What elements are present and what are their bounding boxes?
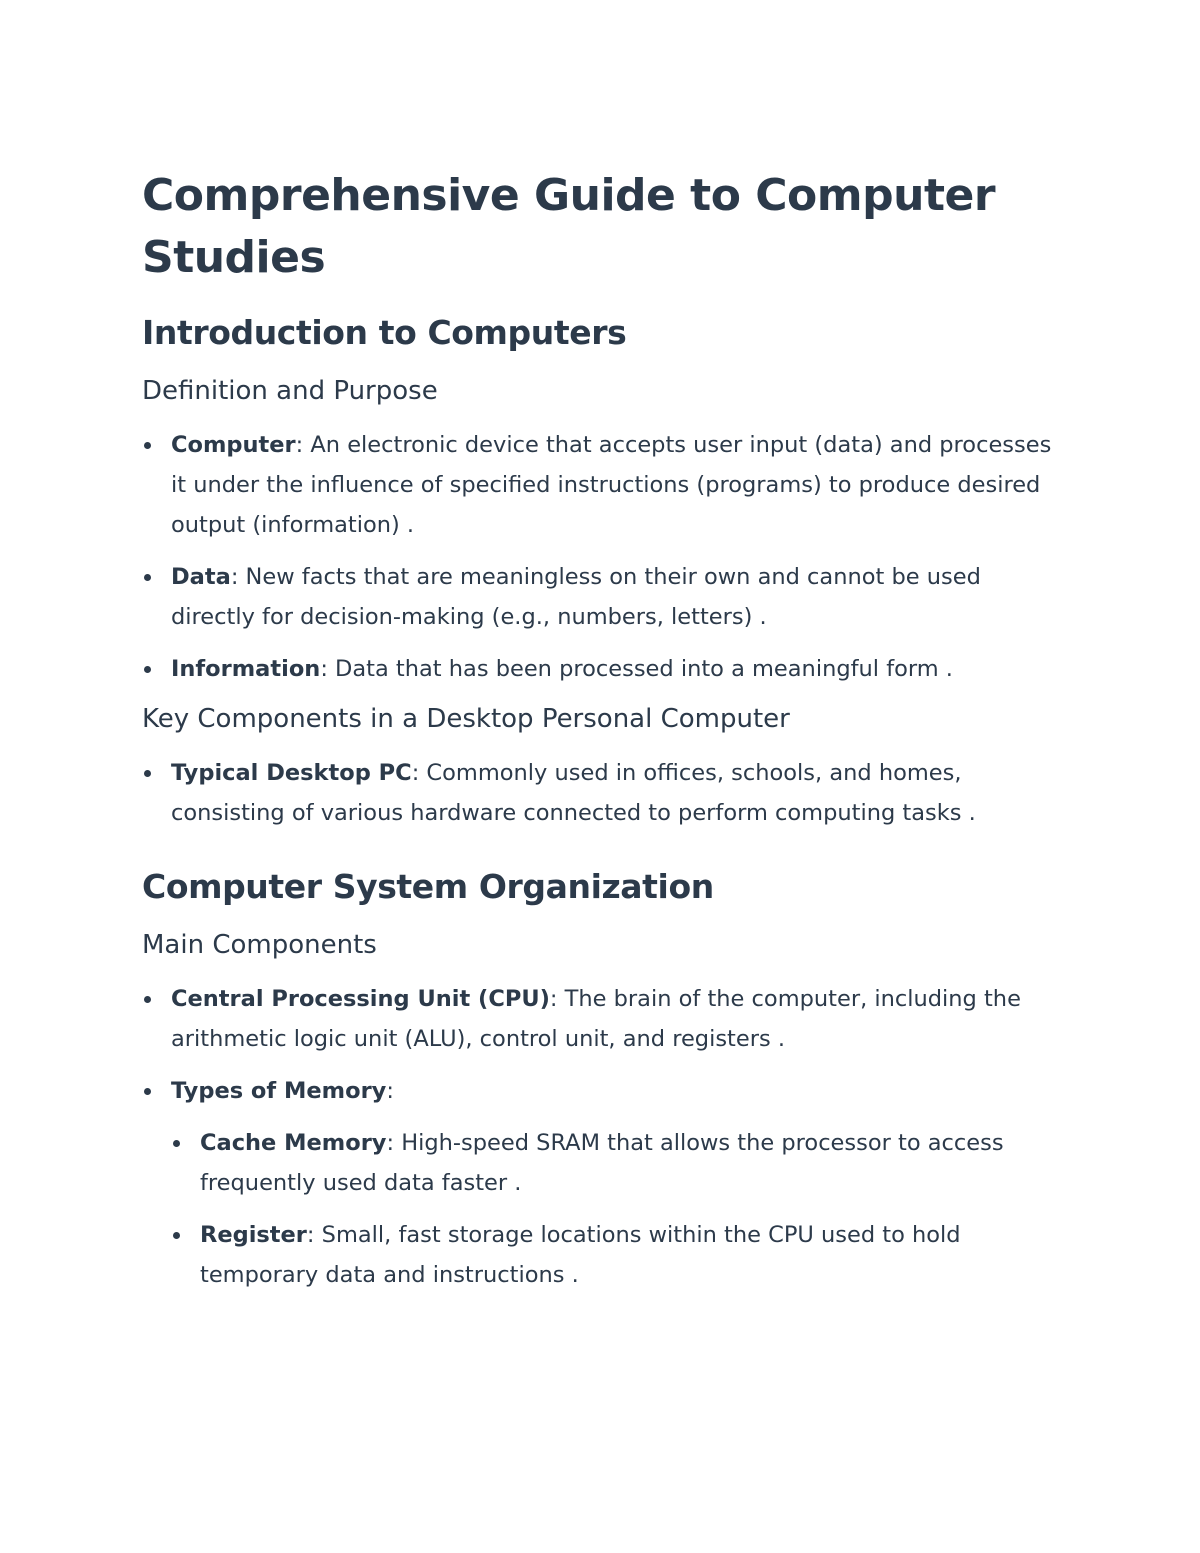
term-description: Commonly used in offices, schools, and homes, consisting of various hardware connected to perform computing tasks .: [171, 760, 976, 826]
document-page: [142, 165, 1062, 1307]
section-heading-introduction: Introduction to Computers: [142, 313, 627, 352]
term-separator: :: [295, 432, 304, 458]
list-item-typical-desktop-pc: [142, 753, 1062, 833]
term-description: Small, fast storage locations within the CPU used to hold temporary data and instructions .: [200, 1222, 961, 1288]
term-description: Data that has been processed into a meaningful form .: [327, 656, 953, 682]
term-separator: :: [549, 986, 558, 1012]
term-label: Data: [171, 564, 231, 590]
term-label: Central Processing Unit (CPU): [171, 986, 550, 1012]
term-separator: :: [411, 760, 420, 786]
memory-types-list: [171, 1123, 1062, 1295]
list-item-register: [171, 1215, 1062, 1295]
list-item-cpu: [142, 979, 1062, 1059]
term-label: Types of Memory: [171, 1078, 387, 1104]
term-description: High-speed SRAM that allows the processor to access frequently used data faster .: [200, 1130, 1004, 1196]
subsection-heading-key-components: Key Components in a Desktop Personal Computer: [142, 704, 790, 734]
term-description: An electronic device that accepts user input (data) and processes it under the influence of specified instructions (programs) to produce desired output (information) .: [171, 432, 1052, 538]
term-separator: :: [320, 656, 328, 682]
list-item-data: [142, 557, 1062, 637]
subsection-heading-definition: Definition and Purpose: [142, 376, 438, 406]
term-label: Register: [200, 1222, 307, 1248]
term-description: New facts that are meaningless on their own and cannot be used directly for decision-making (e.g., numbers, letters) .: [171, 564, 981, 630]
term-description: The brain of the computer, including the arithmetic logic unit (ALU), control unit, and registers .: [171, 986, 1021, 1052]
list-item-information: [142, 649, 1062, 689]
list-item-cache-memory: [171, 1123, 1062, 1203]
list-item-types-of-memory: [142, 1071, 1062, 1295]
term-separator: :: [386, 1078, 394, 1104]
section-heading-system-organization: Computer System Organization: [142, 867, 714, 906]
key-components-list: [142, 753, 1062, 833]
main-components-list: [142, 979, 1062, 1295]
term-label: Computer: [171, 432, 296, 458]
definition-list: [142, 425, 1062, 689]
list-item-computer: [142, 425, 1062, 545]
subsection-heading-main-components: Main Components: [142, 930, 377, 960]
term-separator: :: [306, 1222, 315, 1248]
term-separator: :: [230, 564, 239, 590]
document-title: Comprehensive Guide to Computer Studies: [142, 170, 996, 283]
term-label: Typical Desktop PC: [171, 760, 412, 786]
term-label: Information: [171, 656, 321, 682]
term-separator: :: [386, 1130, 395, 1156]
term-label: Cache Memory: [200, 1130, 387, 1156]
